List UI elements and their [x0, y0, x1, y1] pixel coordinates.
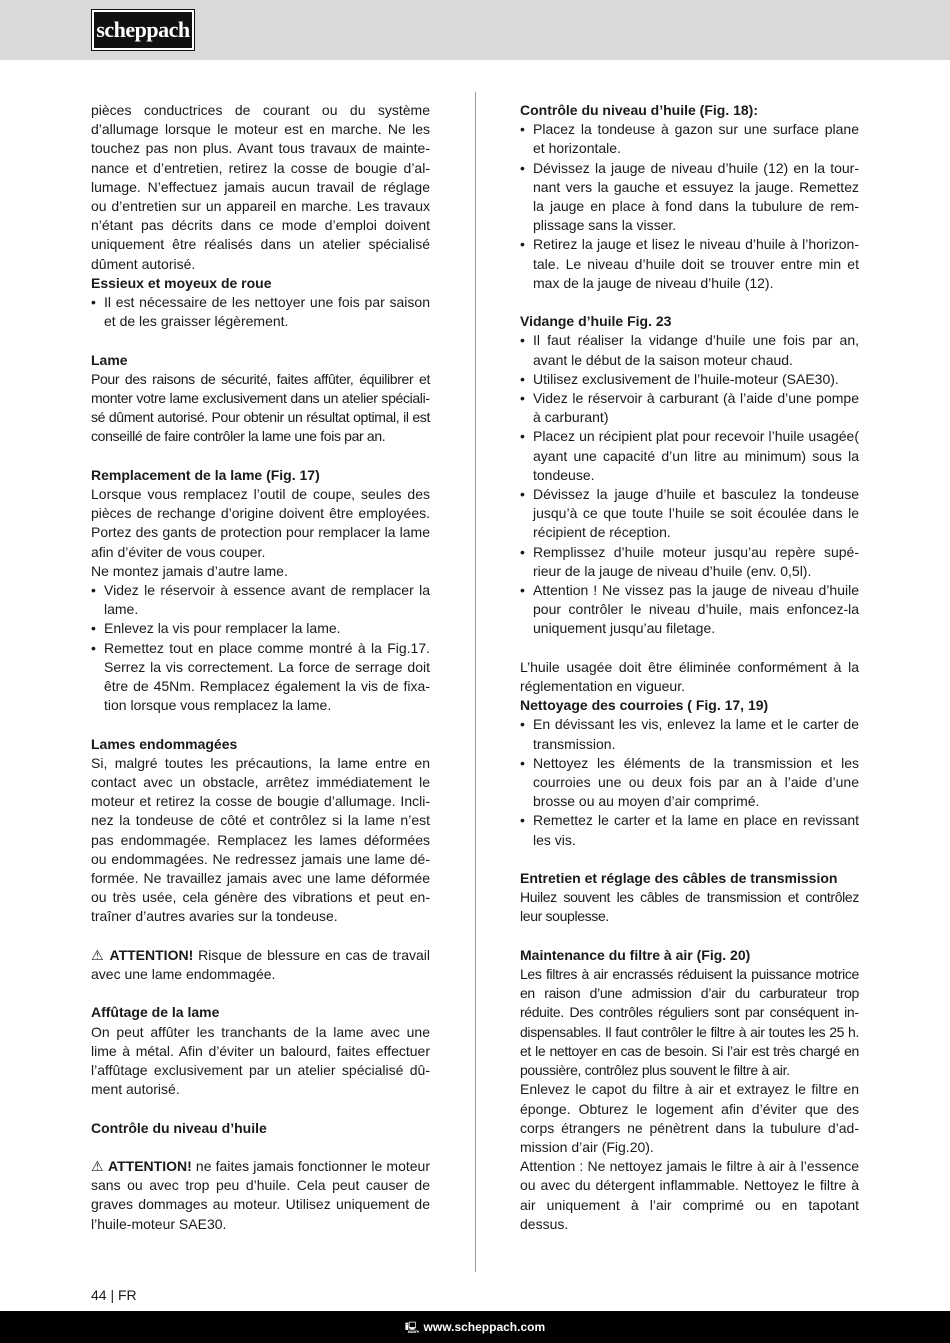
list-item: • Remettez tout en place comme montré à la Fig.17. Serrez la vis correctement. La force de serrage doit être de 45Nm. Remplacez également la vis de fixation lorsque vous remplacez la lame.: [91, 639, 430, 716]
section-title-filter: Maintenance du filtre à air (Fig. 20): [520, 946, 751, 963]
footer-link[interactable]: [0, 1318, 950, 1337]
warning-label: ATTENTION!: [108, 1158, 192, 1175]
damaged-paragraph: Si, malgré toutes les précautions, la lame entre en contact avec un obstacle, arrêtez immédiatement le moteur et retirez la cosse de bougie d’allumage. Inclinez la tondeuse de côté et contrôlez si la lame n’est pas endommagée. Remplacez les lames déformées ou endommagées. Ne redressez jamais une lame déformée. Ne travaillez jamais avec une lame déformée ou très usée, cela génère des vibrations et peut entraîner d’autres avaries sur la tondeuse.: [91, 754, 430, 925]
section-title-axles: Essieux et moyeux de roue: [91, 274, 272, 291]
section-title-damaged: Lames endommagées: [91, 735, 238, 752]
warning-label: ATTENTION!: [109, 946, 194, 963]
column-divider: [475, 92, 476, 1272]
cables-paragraph: Huilez souvent les câbles de transmission et contrôlez leur souplesse.: [520, 889, 859, 925]
list-item: • En dévissant les vis, enlevez la lame et le carter de transmission.: [520, 715, 859, 753]
list-item: • Videz le réservoir à carburant (à l’aide d’une pompe à carburant): [520, 389, 859, 427]
filter-paragraph-3: Attention : Ne nettoyez jamais le filtre à air à l’essence ou avec du détergent inflammable. Nettoyez le filtre à air uniquement à l’air comprimé ou en tapotant dessus.: [520, 1158, 859, 1232]
section-title-drain: Vidange d’huile Fig. 23: [520, 313, 672, 330]
list-item: • Remplissez d’huile moteur jusqu’au repère supérieur de la jauge de niveau d’huile (env. 0,5l).: [520, 543, 859, 581]
section-title-blade: Lame: [91, 351, 128, 368]
section-title-oilcheck: Contrôle du niveau d’huile (Fig. 18):: [520, 102, 759, 118]
warning-triangle-icon: ⚠: [91, 946, 105, 963]
list-item: • Placez la tondeuse à gazon sur une surface plane et horizontale.: [520, 120, 859, 158]
brand-logo: scheppach: [92, 10, 194, 50]
section-title-cables: Entretien et réglage des câbles de transmission: [520, 870, 838, 887]
section-title-sharpen: Affûtage de la lame: [91, 1004, 220, 1021]
warning-text: ne faites jamais fonctionner le moteur sans ou avec trop peu d’huile. Cela peut causer de graves dommages au moteur. Utilisez uniquement de l’huile-moteur SAE30.: [91, 1158, 430, 1232]
replace-paragraph-2: Ne montez jamais d’autre lame.: [91, 562, 288, 579]
page-number: 44 | FR: [91, 1287, 137, 1303]
footer-url-text[interactable]: www.scheppach.com: [423, 1320, 546, 1334]
list-item: • Utilisez exclusivement de l’huile-moteur (SAE30).: [520, 370, 859, 389]
monitor-icon: 🖳: [404, 1322, 420, 1334]
section-title-belts: Nettoyage des courroies ( Fig. 17, 19): [520, 697, 769, 714]
list-item: • Dévissez la jauge de niveau d’huile (12) en la tournant vers la gauche et essuyez la jauge. Remettez la jauge en place à fond dans la tubulure de remplissage sans la visser.: [520, 159, 859, 236]
oilcheck-list: [520, 120, 859, 293]
warning-triangle-icon: ⚠: [91, 1158, 104, 1175]
warning-paragraph-2: [91, 1157, 430, 1234]
list-item: • Il faut réaliser la vidange d’huile une fois par an, avant le début de la saison moteur chaud.: [520, 331, 859, 369]
right-column: [520, 101, 859, 1234]
list-item: • Il est nécessaire de les nettoyer une fois par saison et de les graisser légèrement.: [91, 293, 430, 331]
list-item: • Placez un récipient plat pour recevoir l’huile usagée( ayant une capacité d’un litre au minimum) sous la tondeuse.: [520, 427, 859, 485]
list-item: • Enlevez la vis pour remplacer la lame.: [91, 619, 430, 638]
disposal-paragraph: L’huile usagée doit être éliminée conformément à la réglementation en vigueur.: [520, 658, 859, 695]
axles-list: [91, 293, 430, 331]
belts-list: [520, 715, 859, 849]
sharpen-paragraph: On peut affûter les tranchants de la lame avec une lime à métal. Afin d’éviter un balourd, faites effectuer l’affûtage exclusivement par un atelier spécialisé dûment autorisé.: [91, 1023, 430, 1098]
list-item: • Dévissez la jauge d’huile et basculez la tondeuse jusqu’à ce que toute l’huile se soit écoulée dans le récipient de réception.: [520, 485, 859, 543]
list-item: • Retirez la jauge et lisez le niveau d’huile à l’horizontale. Le niveau d’huile doit se trouver entre min et max de la jauge de niveau d’huile (12).: [520, 235, 859, 293]
blade-paragraph: Pour des raisons de sécurité, faites affûter, équilibrer et monter votre lame exclusivement dans un atelier spécialisé dûment autorisé. Pour obtenir un résultat optimal, il est conseillé de faire contrôler la lame une fois par an.: [91, 370, 430, 445]
list-item: • Remettez le carter et la lame en place en revissant les vis.: [520, 811, 859, 849]
list-item: • Attention ! Ne vissez pas la jauge de niveau d’huile pour contrôler le niveau d’huile, mais enfoncez-la uniquement jusqu’au filetage.: [520, 581, 859, 639]
left-column: [91, 101, 430, 1234]
section-title-oil: Contrôle du niveau d’huile: [91, 1119, 267, 1136]
drain-list: [520, 331, 859, 638]
warning-paragraph-1: [91, 946, 430, 984]
filter-paragraph-1: Les filtres à air encrassés réduisent la puissance motrice en raison d’une admission d’air du carburateur trop réduite. Des contrôles réguliers sont par conséquent indispensables. Il faut contrôler le filtre à air toutes les 25 h. et le nettoyer en cas de besoin. Si l’air est très chargé en poussière, contrôlez plus souvent le filtre à air.: [520, 966, 859, 1079]
replace-paragraph: Lorsque vous remplacez l’outil de coupe, seules des pièces de rechange d’origine doivent être employées. Portez des gants de protection pour remplacer la lame afin d’éviter de vous couper.: [91, 486, 430, 560]
intro-paragraph: pièces conductrices de courant ou du système d’allumage lorsque le moteur est en marche. Ne les touchez pas non plus. Avant tous travaux de maintenance et d’entretien, retirez la cosse de bougie d’allumage. N’effectuez jamais aucun travail de réglage ou d’entretien sur un appareil en marche. Les travaux n’étant pas décrits dans ce mode d’emploi doivent uniquement être réalisés dans un atelier spécialisé dûment autorisé.: [91, 102, 430, 272]
list-item: • Videz le réservoir à essence avant de remplacer la lame.: [91, 581, 430, 619]
section-title-replace: Remplacement de la lame (Fig. 17): [91, 466, 320, 483]
list-item: • Nettoyez les éléments de la transmission et les courroies une ou deux fois par an à l’aide d’une brosse ou au moyen d’air comprimé.: [520, 754, 859, 812]
warning-text: Risque de blessure en cas de travail avec une lame endommagée.: [91, 946, 430, 983]
filter-paragraph-2: Enlevez le capot du filtre à air et extrayez le filtre en éponge. Obturez le logement afin d’éviter que des corps étrangers ne pénètrent dans la tubulure d’admission d’air (Fig.20).: [520, 1081, 859, 1155]
replace-list: [91, 581, 430, 715]
